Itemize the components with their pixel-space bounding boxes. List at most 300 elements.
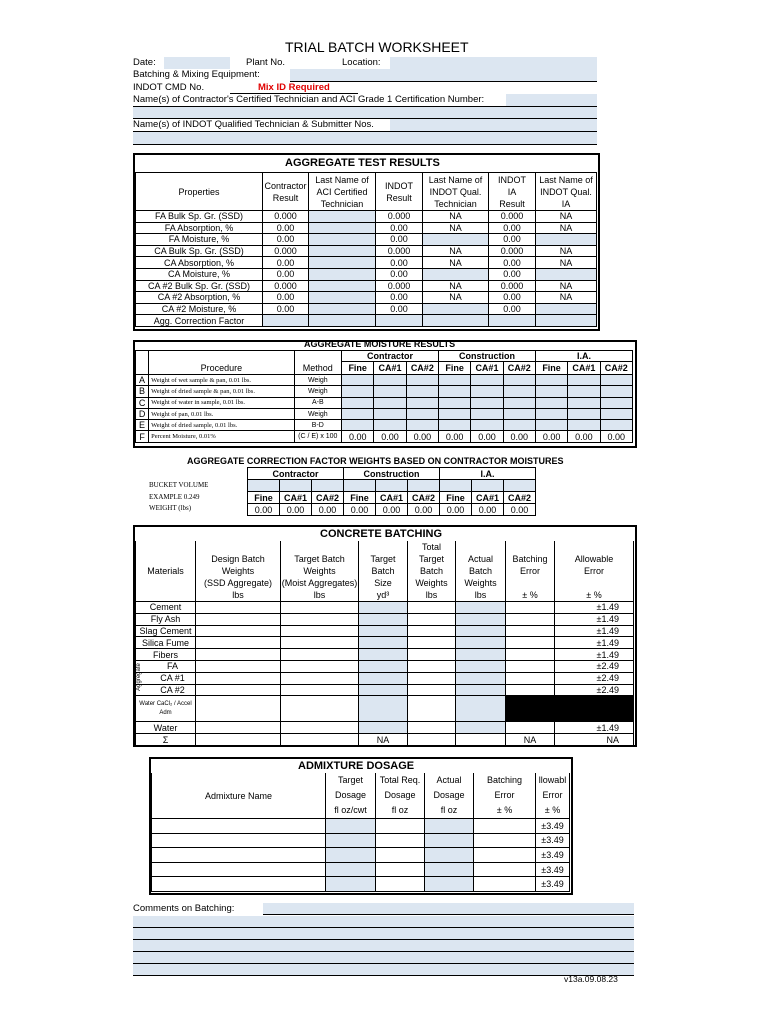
comment-line[interactable] bbox=[133, 940, 634, 952]
correction-group-construction: Construction bbox=[344, 468, 440, 480]
material-label: Fly Ash bbox=[136, 613, 196, 625]
batching-title: CONCRETE BATCHING bbox=[320, 528, 443, 540]
actual-dosage[interactable] bbox=[425, 848, 474, 863]
total-target-weight[interactable] bbox=[408, 637, 456, 649]
comment-line[interactable] bbox=[133, 952, 634, 964]
aci-tech-name[interactable] bbox=[309, 234, 376, 246]
indot-tech-name[interactable] bbox=[423, 303, 489, 315]
ia-result[interactable]: 0.00 bbox=[489, 222, 536, 234]
target-dosage[interactable] bbox=[326, 819, 376, 834]
ia-tech-name[interactable]: NA bbox=[536, 211, 597, 223]
ia-result[interactable]: 0.000 bbox=[489, 280, 536, 292]
table-row bbox=[136, 684, 634, 696]
total-target-weight[interactable] bbox=[408, 602, 456, 614]
correction-weight: 0.00 bbox=[504, 504, 536, 516]
actual-weight[interactable] bbox=[456, 722, 506, 734]
target-dosage[interactable] bbox=[326, 833, 376, 848]
table-row bbox=[152, 848, 570, 863]
indot-tech-name[interactable]: NA bbox=[423, 222, 489, 234]
indot-tech-name[interactable]: NA bbox=[423, 257, 489, 269]
moisture-value[interactable] bbox=[406, 408, 438, 419]
correction-weight: 0.00 bbox=[440, 504, 472, 516]
aci-tech-name[interactable] bbox=[309, 315, 376, 327]
table-row bbox=[152, 819, 570, 834]
correction-weight: 0.00 bbox=[280, 504, 312, 516]
batch-size[interactable] bbox=[359, 696, 408, 722]
table-row bbox=[136, 672, 634, 684]
material-label: Silica Fume bbox=[136, 637, 196, 649]
property-label: CA #2 Bulk Sp. Gr. (SSD) bbox=[136, 280, 263, 292]
method-label: Weigh bbox=[294, 375, 341, 386]
contractor-result[interactable]: 0.00 bbox=[263, 303, 309, 315]
batch-size[interactable]: NA bbox=[359, 734, 408, 746]
admixture-error[interactable] bbox=[474, 833, 536, 848]
moisture-value[interactable] bbox=[600, 386, 632, 397]
indot-result[interactable]: 0.00 bbox=[376, 222, 423, 234]
ia-result[interactable]: 0.000 bbox=[489, 211, 536, 223]
row-key: C bbox=[136, 397, 149, 408]
comment-line[interactable] bbox=[133, 928, 634, 940]
allowable-error: ±1.49 bbox=[555, 722, 634, 734]
design-weight[interactable] bbox=[196, 722, 281, 734]
table-row bbox=[136, 431, 633, 442]
material-label: Fibers bbox=[136, 649, 196, 661]
admixture-table: Admixture Name Target Dosage fl oz/cwt Total Req. Dosage fl oz Actual Dosage fl oz Batching Error ± % llowabl Error ± % ±3.49 ±3.49 ±3.49 ±3.49 ±3.49 bbox=[151, 773, 570, 892]
ia-tech-name[interactable]: NA bbox=[536, 222, 597, 234]
correction-weight: 0.00 bbox=[408, 504, 440, 516]
admixture-allowable: ±3.49 bbox=[536, 862, 570, 877]
material-label: CA #2 bbox=[136, 684, 196, 696]
procedure-label: Percent Moisture, 0.01% bbox=[149, 431, 294, 442]
table-row bbox=[136, 397, 633, 408]
table-row bbox=[136, 722, 634, 734]
procedure-header: Procedure bbox=[149, 362, 294, 375]
moisture-value[interactable] bbox=[600, 420, 632, 431]
indot-result[interactable]: 0.000 bbox=[376, 280, 423, 292]
cert-number-field[interactable] bbox=[506, 94, 597, 106]
table-row bbox=[152, 877, 570, 892]
aci-tech-name[interactable] bbox=[309, 222, 376, 234]
contractor-result[interactable]: 0.00 bbox=[263, 234, 309, 246]
ia-result[interactable]: 0.00 bbox=[489, 268, 536, 280]
batch-size[interactable] bbox=[359, 660, 408, 672]
ia-tech-name[interactable]: NA bbox=[536, 292, 597, 304]
moisture-col-header: CA#1 bbox=[568, 362, 600, 375]
table-row bbox=[136, 637, 634, 649]
ia-result[interactable]: 0.00 bbox=[489, 234, 536, 246]
target-weight[interactable] bbox=[281, 672, 359, 684]
actual-dosage[interactable] bbox=[425, 819, 474, 834]
moisture-value[interactable] bbox=[568, 420, 600, 431]
indot-submitter-field[interactable] bbox=[133, 131, 597, 145]
indot-tech-name[interactable] bbox=[423, 234, 489, 246]
moisture-value[interactable] bbox=[406, 386, 438, 397]
aggregate-vertical-label: Aggregate bbox=[135, 663, 142, 691]
ia-tech-name[interactable]: NA bbox=[536, 280, 597, 292]
total-dosage[interactable] bbox=[376, 833, 425, 848]
table-row bbox=[136, 420, 633, 431]
batching-error bbox=[506, 684, 555, 696]
batching-error bbox=[506, 722, 555, 734]
correction-weight: 0.00 bbox=[376, 504, 408, 516]
design-weight[interactable] bbox=[196, 672, 281, 684]
moisture-value[interactable] bbox=[600, 397, 632, 408]
indot-tech-name[interactable]: NA bbox=[423, 280, 489, 292]
indot-tech-field[interactable] bbox=[390, 119, 597, 131]
actual-weight[interactable] bbox=[456, 672, 506, 684]
moisture-value[interactable] bbox=[503, 386, 535, 397]
indot-result[interactable] bbox=[376, 315, 423, 327]
moisture-value[interactable] bbox=[438, 420, 470, 431]
actual-weight[interactable] bbox=[456, 637, 506, 649]
moisture-value[interactable] bbox=[503, 397, 535, 408]
table-row bbox=[136, 734, 634, 746]
target-weight[interactable] bbox=[281, 649, 359, 661]
indot-result[interactable]: 0.00 bbox=[376, 234, 423, 246]
property-label: CA Bulk Sp. Gr. (SSD) bbox=[136, 245, 263, 257]
admixture-name[interactable] bbox=[152, 833, 326, 848]
correction-table bbox=[247, 467, 536, 516]
design-weight[interactable] bbox=[196, 649, 281, 661]
contractor-result[interactable]: 0.00 bbox=[263, 268, 309, 280]
batching-error bbox=[506, 660, 555, 672]
batching-error bbox=[506, 625, 555, 637]
procedure-label: Weight of dried sample & pan, 0.01 lbs. bbox=[149, 386, 294, 397]
allowable-error: ±1.49 bbox=[555, 649, 634, 661]
moisture-col-header: CA#2 bbox=[406, 362, 438, 375]
total-target-weight[interactable] bbox=[408, 613, 456, 625]
table-row bbox=[136, 315, 597, 327]
ia-result[interactable]: 0.000 bbox=[489, 245, 536, 257]
target-weight[interactable] bbox=[281, 734, 359, 746]
material-label: Water bbox=[136, 722, 196, 734]
target-weight[interactable] bbox=[281, 637, 359, 649]
moisture-value: 0.00 bbox=[374, 431, 406, 442]
batch-size[interactable] bbox=[359, 602, 408, 614]
contractor-result[interactable] bbox=[263, 315, 309, 327]
moisture-value[interactable] bbox=[438, 408, 470, 419]
property-label: Agg. Correction Factor bbox=[136, 315, 263, 327]
aci-tech-name[interactable] bbox=[309, 292, 376, 304]
moisture-value[interactable] bbox=[374, 420, 406, 431]
admixture-name[interactable] bbox=[152, 862, 326, 877]
ia-tech-name[interactable]: NA bbox=[536, 245, 597, 257]
cmd-label: INDOT CMD No. bbox=[133, 82, 205, 93]
target-weight[interactable] bbox=[281, 613, 359, 625]
moisture-value[interactable] bbox=[535, 375, 567, 386]
total-target-weight[interactable] bbox=[408, 722, 456, 734]
allowable-error: NA bbox=[555, 734, 634, 746]
actual-weight[interactable] bbox=[456, 649, 506, 661]
moisture-value[interactable] bbox=[503, 408, 535, 419]
actual-weight[interactable] bbox=[456, 660, 506, 672]
table-row bbox=[136, 696, 634, 722]
target-weight[interactable] bbox=[281, 625, 359, 637]
procedure-label: Weight of wet sample & pan, 0.01 lbs. bbox=[149, 375, 294, 386]
comment-line[interactable] bbox=[133, 964, 634, 976]
moisture-value[interactable] bbox=[342, 375, 374, 386]
moisture-value[interactable] bbox=[438, 375, 470, 386]
procedure-label: Weight of water in sample, 0.01 lbs. bbox=[149, 397, 294, 408]
design-weight[interactable] bbox=[196, 613, 281, 625]
ia-tech-name[interactable] bbox=[536, 234, 597, 246]
indot-tech-name[interactable]: NA bbox=[423, 211, 489, 223]
contractor-result[interactable]: 0.000 bbox=[263, 280, 309, 292]
target-dosage[interactable] bbox=[326, 848, 376, 863]
contractor-tech-label: Name(s) of Contractor's Certified Technician and ACI Grade 1 Certification Number: bbox=[133, 94, 485, 105]
actual-weight[interactable] bbox=[456, 625, 506, 637]
table-row bbox=[136, 280, 597, 292]
allowable-error: ±2.49 bbox=[555, 672, 634, 684]
row-key: B bbox=[136, 386, 149, 397]
moisture-value[interactable] bbox=[342, 397, 374, 408]
aci-tech-name[interactable] bbox=[309, 268, 376, 280]
indot-tech-name[interactable]: NA bbox=[423, 292, 489, 304]
ia-tech-name[interactable] bbox=[536, 268, 597, 280]
batch-size[interactable] bbox=[359, 637, 408, 649]
total-dosage[interactable] bbox=[376, 848, 425, 863]
table-row bbox=[136, 613, 634, 625]
total-target-weight[interactable] bbox=[408, 625, 456, 637]
batch-size[interactable] bbox=[359, 672, 408, 684]
actual-dosage[interactable] bbox=[425, 833, 474, 848]
moisture-col-header: Fine bbox=[438, 362, 470, 375]
blocked-cell bbox=[506, 696, 634, 722]
contractor-result[interactable]: 0.000 bbox=[263, 245, 309, 257]
actual-weight[interactable] bbox=[456, 734, 506, 746]
correction-weight: 0.00 bbox=[344, 504, 376, 516]
moisture-value[interactable] bbox=[438, 386, 470, 397]
admixture-name[interactable] bbox=[152, 848, 326, 863]
comment-line[interactable] bbox=[133, 916, 634, 928]
indot-result[interactable]: 0.00 bbox=[376, 303, 423, 315]
equipment-field[interactable] bbox=[290, 69, 597, 82]
table-row bbox=[136, 386, 633, 397]
ia-tech-name[interactable] bbox=[536, 315, 597, 327]
moisture-value[interactable] bbox=[471, 408, 503, 419]
batch-size[interactable] bbox=[359, 684, 408, 696]
moisture-value: 0.00 bbox=[600, 431, 632, 442]
table-row bbox=[136, 602, 634, 614]
ia-result[interactable]: 0.00 bbox=[489, 292, 536, 304]
total-dosage[interactable] bbox=[376, 862, 425, 877]
ia-result[interactable]: 0.00 bbox=[489, 303, 536, 315]
moisture-value[interactable] bbox=[342, 386, 374, 397]
ia-tech-name[interactable]: NA bbox=[536, 257, 597, 269]
property-label: FA Absorption, % bbox=[136, 222, 263, 234]
ia-result[interactable]: 0.00 bbox=[489, 257, 536, 269]
target-weight[interactable] bbox=[281, 602, 359, 614]
moisture-value[interactable] bbox=[438, 397, 470, 408]
moisture-value[interactable] bbox=[535, 420, 567, 431]
contractor-result[interactable]: 0.000 bbox=[263, 211, 309, 223]
batch-size[interactable] bbox=[359, 625, 408, 637]
moisture-value[interactable] bbox=[503, 375, 535, 386]
design-weight[interactable] bbox=[196, 684, 281, 696]
batch-size[interactable] bbox=[359, 649, 408, 661]
allowable-error: ±1.49 bbox=[555, 613, 634, 625]
moisture-value[interactable] bbox=[568, 408, 600, 419]
moisture-value[interactable] bbox=[471, 386, 503, 397]
admixture-allowable: ±3.49 bbox=[536, 877, 570, 892]
correction-weight: 0.00 bbox=[248, 504, 280, 516]
table-row bbox=[136, 222, 597, 234]
admixture-name[interactable] bbox=[152, 819, 326, 834]
material-label: Water CaCl₂ / Accel Adm bbox=[136, 696, 196, 722]
moisture-value[interactable] bbox=[568, 386, 600, 397]
moisture-value[interactable] bbox=[535, 386, 567, 397]
admixture-title: ADMIXTURE DOSAGE bbox=[298, 760, 415, 772]
indot-result[interactable]: 0.00 bbox=[376, 257, 423, 269]
aci-tech-name[interactable] bbox=[309, 211, 376, 223]
admixture-name[interactable] bbox=[152, 877, 326, 892]
design-weight[interactable] bbox=[196, 625, 281, 637]
table-row bbox=[136, 375, 633, 386]
correction-col-header: CA#1 bbox=[280, 492, 312, 504]
moisture-table bbox=[135, 350, 633, 443]
total-target-weight[interactable] bbox=[408, 660, 456, 672]
correction-col-header: CA#2 bbox=[504, 492, 536, 504]
moisture-value[interactable] bbox=[342, 420, 374, 431]
total-target-weight[interactable] bbox=[408, 649, 456, 661]
correction-weight: 0.00 bbox=[312, 504, 344, 516]
equipment-label: Batching & Mixing Equipment: bbox=[133, 69, 260, 80]
total-dosage[interactable] bbox=[376, 877, 425, 892]
actual-dosage[interactable] bbox=[425, 877, 474, 892]
indot-tech-name[interactable] bbox=[423, 268, 489, 280]
moisture-value[interactable] bbox=[374, 375, 406, 386]
target-weight[interactable] bbox=[281, 684, 359, 696]
contractor-result[interactable]: 0.00 bbox=[263, 222, 309, 234]
moisture-value: 0.00 bbox=[471, 431, 503, 442]
actual-weight[interactable] bbox=[456, 602, 506, 614]
actual-weight[interactable] bbox=[456, 696, 506, 722]
design-weight[interactable] bbox=[196, 734, 281, 746]
moisture-value[interactable] bbox=[600, 375, 632, 386]
design-weight[interactable] bbox=[196, 602, 281, 614]
contractor-tech-field[interactable] bbox=[133, 106, 597, 119]
moisture-value[interactable] bbox=[471, 420, 503, 431]
total-target-weight[interactable] bbox=[408, 672, 456, 684]
moisture-col-header: Fine bbox=[342, 362, 374, 375]
ia-result[interactable] bbox=[489, 315, 536, 327]
moisture-group-ia: I.A. bbox=[535, 351, 632, 362]
total-target-weight[interactable] bbox=[408, 696, 456, 722]
aci-tech-name[interactable] bbox=[309, 280, 376, 292]
total-target-weight[interactable] bbox=[408, 734, 456, 746]
aci-tech-name[interactable] bbox=[309, 257, 376, 269]
actual-dosage[interactable] bbox=[425, 862, 474, 877]
table-row bbox=[136, 660, 634, 672]
allowable-error: ±1.49 bbox=[555, 602, 634, 614]
target-dosage[interactable] bbox=[326, 862, 376, 877]
design-weight[interactable] bbox=[196, 660, 281, 672]
aci-tech-name[interactable] bbox=[309, 245, 376, 257]
allowable-error: ±1.49 bbox=[555, 637, 634, 649]
moisture-value[interactable] bbox=[503, 420, 535, 431]
property-label: CA #2 Absorption, % bbox=[136, 292, 263, 304]
actual-weight[interactable] bbox=[456, 613, 506, 625]
contractor-result[interactable]: 0.00 bbox=[263, 292, 309, 304]
moisture-value[interactable] bbox=[568, 397, 600, 408]
page-title: TRIAL BATCH WORKSHEET bbox=[285, 39, 469, 55]
moisture-value[interactable] bbox=[374, 408, 406, 419]
table-row bbox=[152, 833, 570, 848]
correction-group-ia: I.A. bbox=[440, 468, 536, 480]
design-weight[interactable] bbox=[196, 637, 281, 649]
total-target-weight[interactable] bbox=[408, 684, 456, 696]
moisture-value[interactable] bbox=[471, 397, 503, 408]
date-field[interactable] bbox=[164, 57, 230, 69]
batch-size[interactable] bbox=[359, 722, 408, 734]
property-label: FA Moisture, % bbox=[136, 234, 263, 246]
table-row bbox=[136, 303, 597, 315]
correction-col-header: Fine bbox=[344, 492, 376, 504]
moisture-value: 0.00 bbox=[568, 431, 600, 442]
target-weight[interactable] bbox=[281, 660, 359, 672]
batch-size[interactable] bbox=[359, 613, 408, 625]
target-weight[interactable] bbox=[281, 722, 359, 734]
moisture-value[interactable] bbox=[535, 408, 567, 419]
actual-weight[interactable] bbox=[456, 684, 506, 696]
target-dosage[interactable] bbox=[326, 877, 376, 892]
moisture-value[interactable] bbox=[600, 408, 632, 419]
moisture-col-header: CA#1 bbox=[374, 362, 406, 375]
design-weight[interactable] bbox=[196, 696, 281, 722]
indot-result[interactable]: 0.000 bbox=[376, 245, 423, 257]
batching-error bbox=[506, 637, 555, 649]
total-dosage[interactable] bbox=[376, 819, 425, 834]
indot-tech-name[interactable]: NA bbox=[423, 245, 489, 257]
moisture-value[interactable] bbox=[406, 397, 438, 408]
indot-result[interactable]: 0.00 bbox=[376, 292, 423, 304]
moisture-value: 0.00 bbox=[342, 431, 374, 442]
indot-tech-label: Name(s) of INDOT Qualified Technician & Submitter Nos. bbox=[133, 119, 374, 130]
aci-tech-name[interactable] bbox=[309, 303, 376, 315]
admixture-error[interactable] bbox=[474, 877, 536, 892]
moisture-value[interactable] bbox=[374, 386, 406, 397]
batching-table: Materials Design Batch Weights (SSD Aggregate) lbs Target Batch Weights (Moist Aggregates) lbs Target Batch Size yd³ Total Target Batch Weights lbs Actual Batch Weights lbs Batching Error ± % Allowable Error ± % Cement ±1.49 Fly Ash ±1.49 Slag Cement ±1.49 Silica Fume ±1.49 Fibers ±1.49 FA ±2.49 CA #1 ±2.49 CA #2 ±2.49 Water CaCl₂ / Accel Adm Water ±1.49 Σ NA NA NA bbox=[135, 541, 634, 746]
aggregate-test-table: Properties Contractor Result Last Name of ACI Certified Technician INDOT Result Last Name of INDOT Qual. Technician INDOT IA Result Last Name of INDOT Qual. IA FA Bulk Sp. Gr. (SSD) 0.000 0.000 NA 0.000 NA FA Absorption, % 0.00 0.00 NA 0.00 NA FA Moisture, % 0.00 0.00 0.00 CA Bulk Sp. Gr. (SSD) 0.000 0.000 NA 0.000 NA CA Absorption, % 0.00 0.00 NA 0.00 NA CA Moisture, % 0.00 0.00 0.00 CA #2 Bulk Sp. Gr. (SSD) 0.000 0.000 NA 0.000 NA CA #2 Absorption, % 0.00 0.00 NA 0.00 NA CA #2 Moisture, % 0.00 0.00 0.00 Agg. Correction Factor bbox=[135, 172, 597, 327]
materials-header: Materials bbox=[136, 541, 196, 602]
moisture-col-header: CA#1 bbox=[471, 362, 503, 375]
admixture-allowable: ±3.49 bbox=[536, 819, 570, 834]
indot-result[interactable]: 0.000 bbox=[376, 211, 423, 223]
moisture-value[interactable] bbox=[406, 375, 438, 386]
target-weight[interactable] bbox=[281, 696, 359, 722]
admixture-error[interactable] bbox=[474, 848, 536, 863]
contractor-result[interactable]: 0.00 bbox=[263, 257, 309, 269]
comments-field-first[interactable] bbox=[263, 903, 634, 915]
moisture-value[interactable] bbox=[374, 397, 406, 408]
moisture-title: AGGREGATE MOISTURE RESULTS bbox=[304, 339, 456, 349]
property-label: CA Moisture, % bbox=[136, 268, 263, 280]
method-label: A-B bbox=[294, 397, 341, 408]
moisture-value[interactable] bbox=[406, 420, 438, 431]
table-row bbox=[136, 257, 597, 269]
admixture-error[interactable] bbox=[474, 819, 536, 834]
moisture-value[interactable] bbox=[342, 408, 374, 419]
admixture-error[interactable] bbox=[474, 862, 536, 877]
moisture-value[interactable] bbox=[568, 375, 600, 386]
moisture-value[interactable] bbox=[535, 397, 567, 408]
indot-result[interactable]: 0.00 bbox=[376, 268, 423, 280]
indot-tech-name[interactable] bbox=[423, 315, 489, 327]
comments-label: Comments on Batching: bbox=[133, 903, 235, 914]
batching-error bbox=[506, 649, 555, 661]
ia-tech-name[interactable] bbox=[536, 303, 597, 315]
moisture-value[interactable] bbox=[471, 375, 503, 386]
